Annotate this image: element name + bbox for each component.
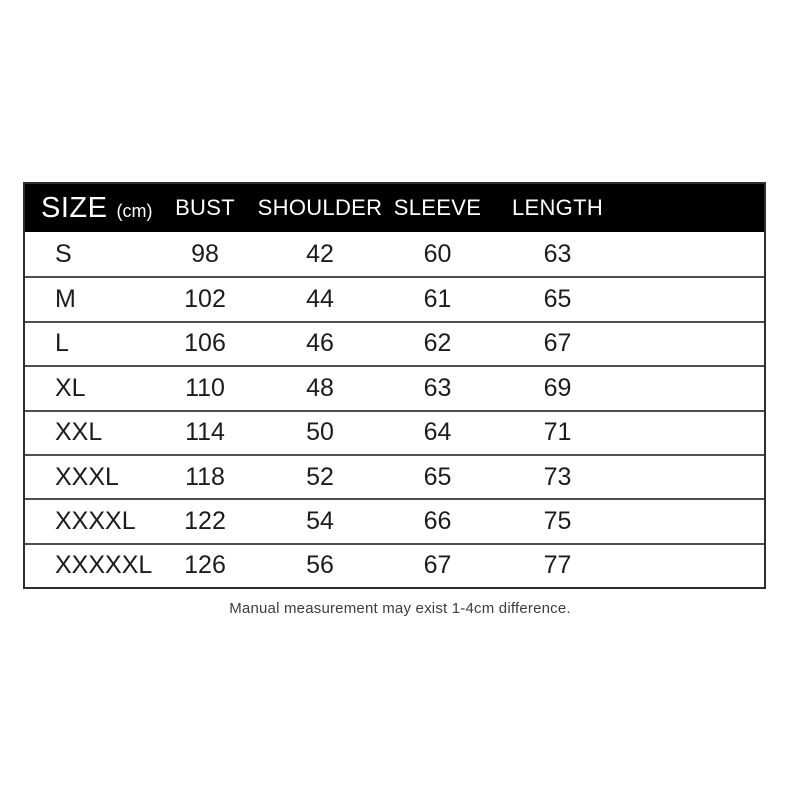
bust-cell: 102 — [184, 285, 226, 314]
shoulder-cell: 44 — [306, 285, 334, 314]
shoulder-cell: 52 — [306, 462, 334, 491]
shoulder-cell: 56 — [306, 551, 334, 580]
length-cell: 63 — [543, 239, 572, 268]
column-header-length: LENGTH — [511, 195, 604, 220]
table-row — [25, 276, 764, 320]
measurement-note: Manual measurement may exist 1-4cm difference. — [229, 600, 571, 617]
size-header-label: SIZE — [41, 191, 108, 224]
size-cell: L — [55, 329, 69, 358]
sleeve-cell: 63 — [423, 373, 452, 402]
size-cell: M — [55, 285, 76, 314]
size-header-cell — [25, 192, 160, 225]
unit-label: (cm) — [116, 200, 153, 221]
bust-cell: 126 — [184, 551, 226, 580]
length-cell: 69 — [543, 373, 572, 402]
bust-cell: 106 — [184, 329, 226, 358]
bust-cell: 118 — [185, 462, 225, 491]
table-header-row — [25, 184, 764, 232]
table-row — [25, 365, 764, 409]
shoulder-cell: 50 — [306, 418, 334, 447]
table-row — [25, 321, 764, 365]
sleeve-cell: 60 — [423, 239, 452, 268]
sleeve-cell: 64 — [423, 418, 452, 447]
size-cell: XXXXXL — [55, 551, 153, 580]
table-row — [25, 232, 764, 276]
table-row — [25, 410, 764, 454]
size-cell: XXXXL — [55, 507, 136, 536]
length-cell: 67 — [543, 329, 572, 358]
length-cell: 65 — [543, 285, 572, 314]
size-cell: XL — [55, 373, 86, 402]
size-chart-table — [23, 182, 766, 589]
length-cell: 75 — [543, 507, 572, 536]
shoulder-cell: 42 — [306, 239, 334, 268]
column-header-shoulder: SHOULDER — [257, 195, 383, 220]
shoulder-cell: 54 — [306, 507, 334, 536]
sleeve-cell: 62 — [423, 329, 452, 358]
column-header-bust: BUST — [175, 195, 235, 220]
sleeve-cell: 61 — [423, 285, 452, 314]
length-cell: 71 — [543, 418, 572, 447]
sleeve-cell: 66 — [423, 507, 452, 536]
length-cell: 77 — [543, 551, 572, 580]
column-header-sleeve: SLEEVE — [393, 195, 482, 220]
shoulder-cell: 46 — [306, 329, 334, 358]
size-cell: XXL — [55, 418, 103, 447]
shoulder-cell: 48 — [306, 373, 334, 402]
table-row — [25, 498, 764, 542]
table-row — [25, 543, 764, 587]
table-row — [25, 454, 764, 498]
length-cell: 73 — [543, 462, 572, 491]
bust-cell: 114 — [185, 418, 225, 447]
bust-cell: 98 — [191, 239, 219, 268]
sleeve-cell: 65 — [423, 462, 452, 491]
size-cell: S — [55, 239, 72, 268]
bust-cell: 122 — [184, 507, 226, 536]
bust-cell: 110 — [185, 373, 225, 402]
size-cell: XXXL — [55, 462, 119, 491]
sleeve-cell: 67 — [423, 551, 452, 580]
